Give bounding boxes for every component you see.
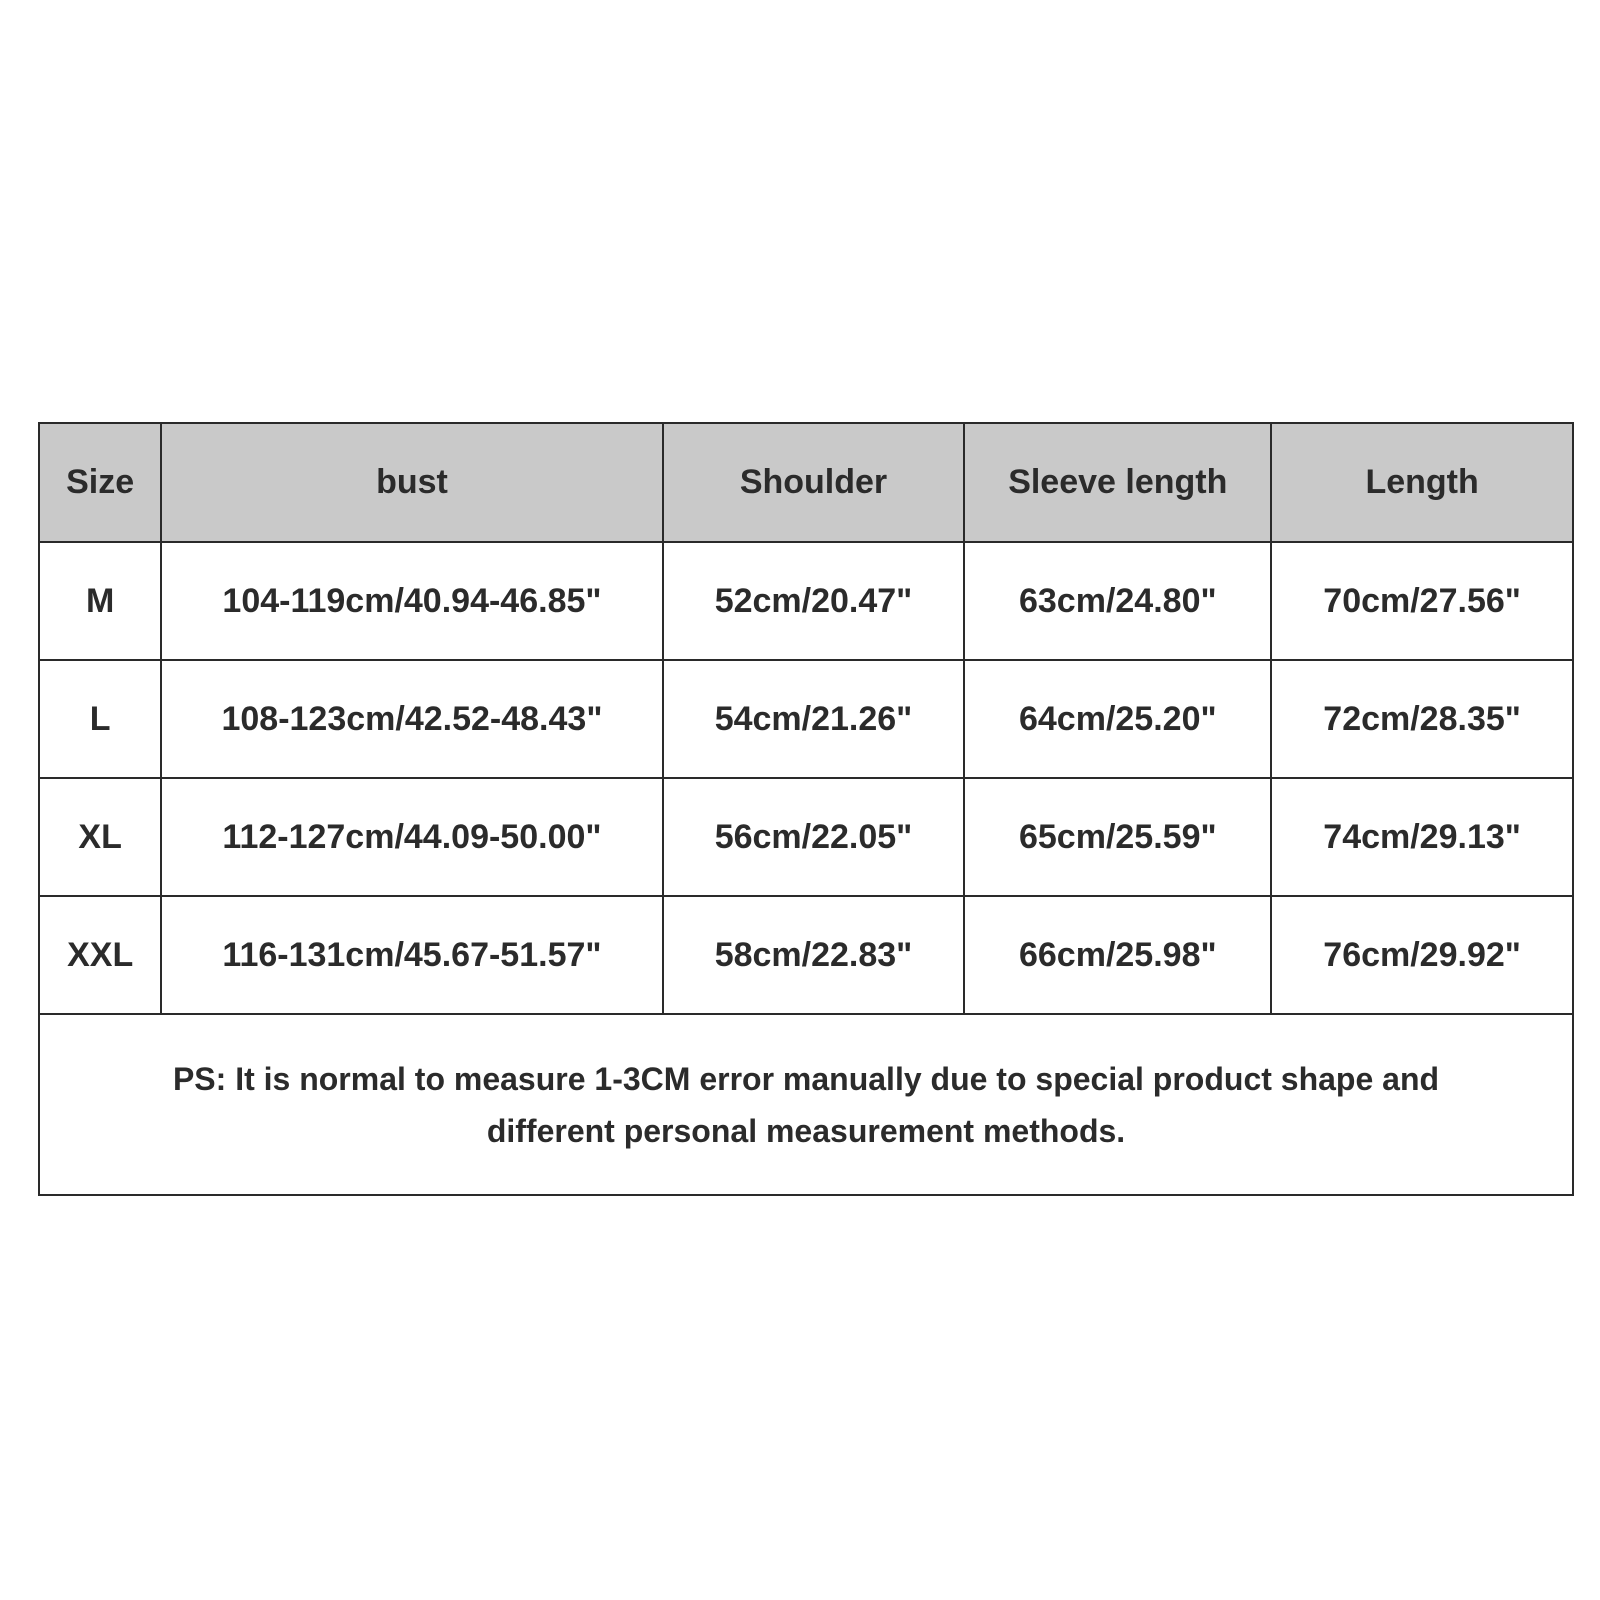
cell-bust: 108-123cm/42.52-48.43" bbox=[161, 660, 662, 778]
cell-shoulder: 58cm/22.83" bbox=[663, 896, 965, 1014]
cell-size: M bbox=[39, 542, 161, 660]
cell-shoulder: 56cm/22.05" bbox=[663, 778, 965, 896]
table-row bbox=[39, 778, 1573, 896]
header-bust: bust bbox=[161, 423, 662, 542]
header-shoulder: Shoulder bbox=[663, 423, 965, 542]
cell-sleeve-length: 66cm/25.98" bbox=[964, 896, 1271, 1014]
cell-size: XL bbox=[39, 778, 161, 896]
size-chart-table bbox=[38, 422, 1574, 1196]
note-line-1: PS: It is normal to measure 1-3CM error manually due to special product shape and bbox=[172, 1060, 1440, 1097]
header-length: Length bbox=[1271, 423, 1573, 542]
cell-shoulder: 54cm/21.26" bbox=[663, 660, 965, 778]
table-body bbox=[39, 542, 1573, 1195]
header-row bbox=[39, 423, 1573, 542]
cell-sleeve-length: 63cm/24.80" bbox=[964, 542, 1271, 660]
cell-length: 70cm/27.56" bbox=[1271, 542, 1573, 660]
table-row bbox=[39, 542, 1573, 660]
cell-bust: 116-131cm/45.67-51.57" bbox=[161, 896, 662, 1014]
table-header bbox=[39, 423, 1573, 542]
measurement-note bbox=[39, 1014, 1573, 1195]
cell-size: XXL bbox=[39, 896, 161, 1014]
header-sleeve-length: Sleeve length bbox=[964, 423, 1271, 542]
cell-length: 72cm/28.35" bbox=[1271, 660, 1573, 778]
cell-sleeve-length: 65cm/25.59" bbox=[964, 778, 1271, 896]
table-row bbox=[39, 660, 1573, 778]
cell-length: 76cm/29.92" bbox=[1271, 896, 1573, 1014]
cell-shoulder: 52cm/20.47" bbox=[663, 542, 965, 660]
note-line-2: different personal measurement methods. bbox=[486, 1112, 1126, 1149]
cell-length: 74cm/29.13" bbox=[1271, 778, 1573, 896]
note-row bbox=[39, 1014, 1573, 1195]
cell-bust: 112-127cm/44.09-50.00" bbox=[161, 778, 662, 896]
cell-sleeve-length: 64cm/25.20" bbox=[964, 660, 1271, 778]
cell-size: L bbox=[39, 660, 161, 778]
table-row bbox=[39, 896, 1573, 1014]
header-size: Size bbox=[39, 423, 161, 542]
cell-bust: 104-119cm/40.94-46.85" bbox=[161, 542, 662, 660]
